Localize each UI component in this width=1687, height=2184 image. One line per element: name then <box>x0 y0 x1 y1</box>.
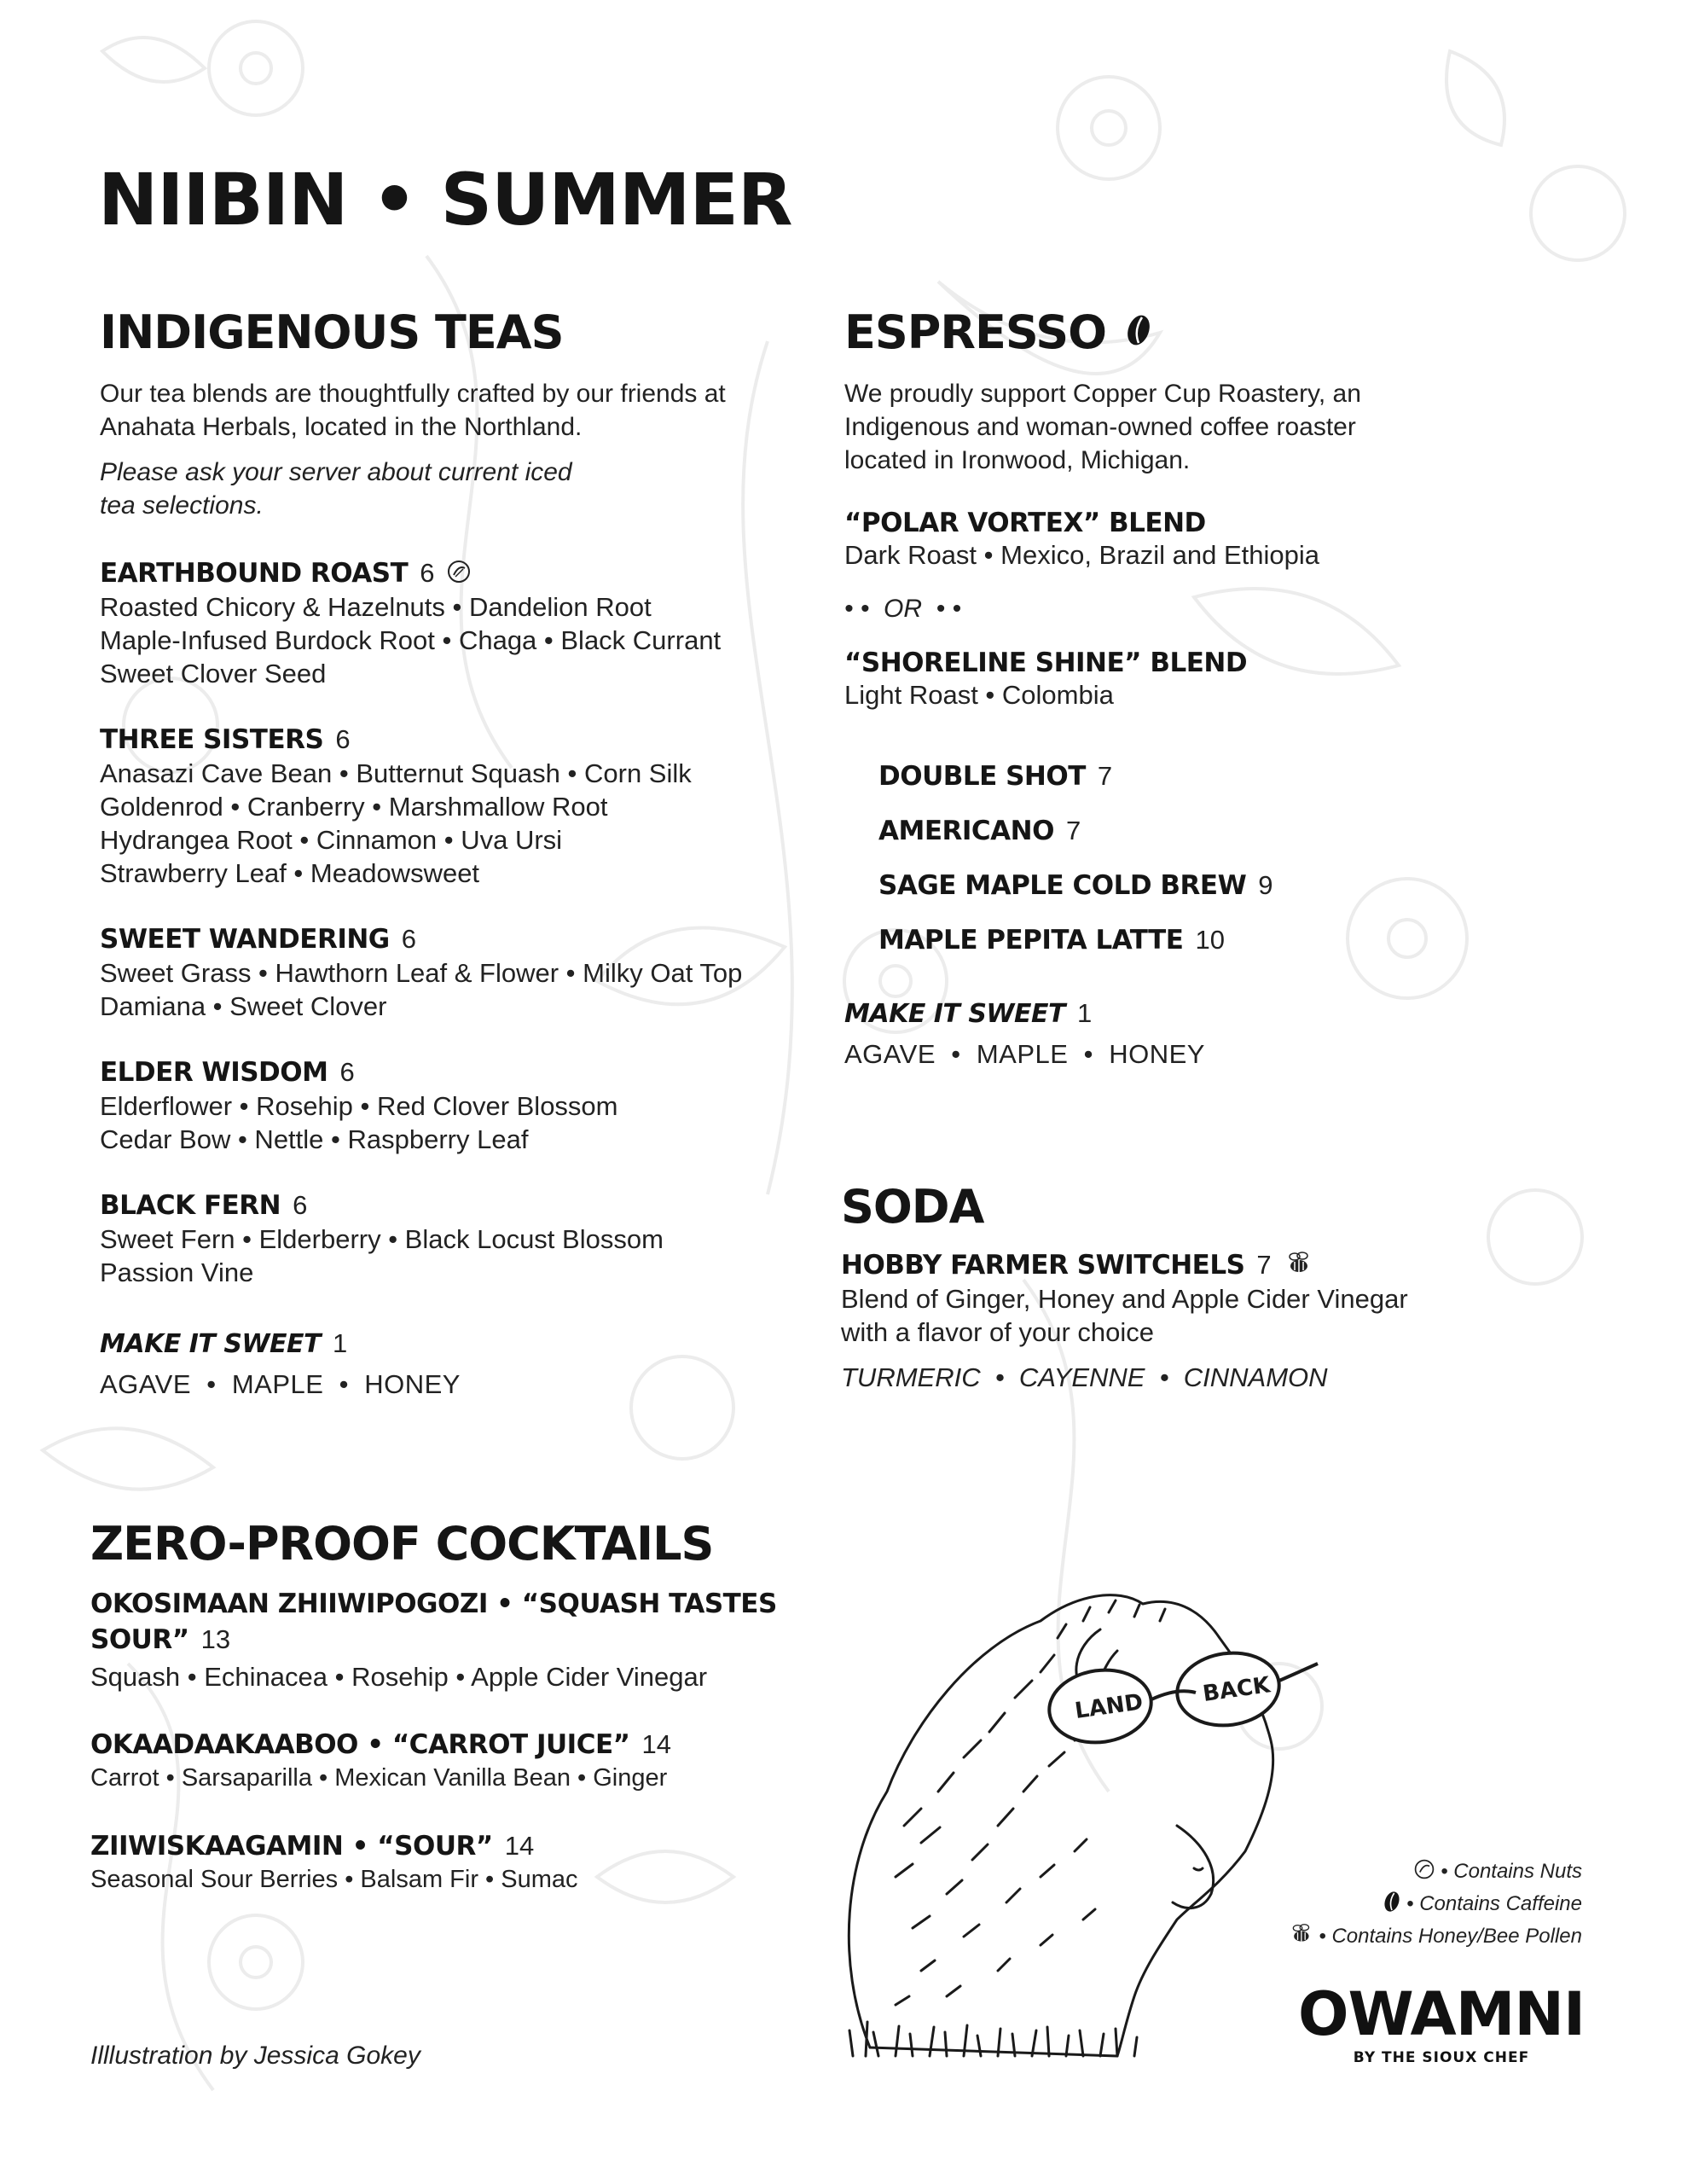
soda-heading: SODA <box>841 1180 984 1234</box>
tea-name: BLACK FERN <box>100 1190 281 1221</box>
brand-name: OWAMNI <box>1297 1979 1586 2049</box>
tea-name: EARTHBOUND ROAST <box>100 558 409 589</box>
glasses-text-left: LAND <box>1073 1689 1145 1725</box>
cocktail-item: OKAADAAKAABOO • “CARROT JUICE” 14 Carrot • Sarsaparilla • Mexican Vanilla Bean • Ginger <box>90 1729 671 1792</box>
bee-icon <box>1288 1923 1313 1951</box>
teas-intro: Our tea blends are thoughtfully crafted by our friends at Anahata Herbals, located in the Northland. <box>100 380 726 441</box>
cocktails-heading: ZERO-PROOF COCKTAILS <box>90 1517 714 1571</box>
tea-item: THREE SISTERS 6 Anasazi Cave Bean • Butternut Squash • Corn Silk Goldenrod • Cranberry • Marshmallow Root Hydrangea Root • Cinnamon • Uva Ursi Strawberry Leaf • Meadowsweet <box>100 724 692 888</box>
tea-price: 6 <box>401 924 417 954</box>
sweet-price: 1 <box>332 1328 348 1358</box>
tea-item: BLACK FERN 6 Sweet Fern • Elderberry • Black Locust Blossom Passion Vine <box>100 1190 664 1287</box>
coffee-bean-icon <box>1125 307 1152 358</box>
tea-price: 6 <box>293 1190 308 1220</box>
tea-name: ELDER WISDOM <box>100 1057 328 1088</box>
espresso-drinks <box>878 749 1527 967</box>
or-divider: • • OR • • <box>844 595 962 623</box>
espresso-intro: We proudly support Copper Cup Roastery, an Indigenous and woman-owned coffee roaster located in Ironwood, Michigan. <box>844 380 1361 474</box>
tea-name: THREE SISTERS <box>100 724 324 755</box>
tea-price: 6 <box>339 1057 355 1087</box>
sweet-price: 1 <box>1076 998 1093 1028</box>
drink-item: SAGE MAPLE COLD BREW 9 <box>878 870 1273 901</box>
sweet-label: MAKE IT SWEET <box>844 998 1065 1029</box>
cocktail-item: OKOSIMAAN ZHIIWIPOGOZI • “SQUASH TASTES SOUR” 13 Squash • Echinacea • Rosehip • Apple Cider Vinegar <box>90 1589 777 1692</box>
page-title: NIIBIN • SUMMER <box>98 158 792 241</box>
legend-item: • Contains Nuts <box>1177 1856 1582 1888</box>
glasses-text-right: BACK <box>1201 1672 1272 1708</box>
soda-flavors: TURMERIC • CAYENNE • CINNAMON <box>841 1362 1328 1392</box>
cocktail-item: ZIIWISKAAGAMIN • “SOUR” 14 Seasonal Sour Berries • Balsam Fir • Sumac <box>90 1831 578 1893</box>
tea-price: 6 <box>335 724 351 754</box>
espresso-sweeten <box>844 996 1527 1070</box>
allergen-legend <box>1177 1856 1582 1953</box>
tea-item: EARTHBOUND ROAST 6 Roasted Chicory & Hazelnuts • Dandelion Root Maple-Infused Burdock Root • Chaga • Black Currant Sweet Clover Seed <box>100 558 722 688</box>
teas-sweeten <box>100 1327 782 1400</box>
espresso-heading: ESPRESSO <box>844 305 1107 359</box>
soda-section <box>841 1182 1540 1394</box>
teas-note: Please ask your server about current iced tea selections. <box>100 458 572 520</box>
tea-item: ELDER WISDOM 6 Elderflower • Rosehip • Red Clover Blossom Cedar Bow • Nettle • Raspberry Leaf <box>100 1057 618 1154</box>
legend-item: • Contains Honey/Bee Pollen <box>1177 1920 1582 1953</box>
illustration-credit: Illlustration by Jessica Gokey <box>90 2042 420 2070</box>
drink-item: DOUBLE SHOT 7 <box>878 761 1113 792</box>
sweet-label: MAKE IT SWEET <box>100 1328 321 1359</box>
drink-item: MAPLE PEPITA LATTE 10 <box>878 925 1225 956</box>
bee-icon <box>1284 1251 1313 1281</box>
sweet-options: AGAVE • MAPLE • HONEY <box>844 1039 1205 1069</box>
teas-heading: INDIGENOUS TEAS <box>100 305 564 359</box>
teas-section <box>100 307 782 1400</box>
sweet-options: AGAVE • MAPLE • HONEY <box>100 1369 461 1399</box>
legend-item: • Contains Caffeine <box>1177 1888 1582 1920</box>
brand-tagline: BY THE SIOUX CHEF <box>1353 2049 1530 2066</box>
drink-item: AMERICANO 7 <box>878 816 1081 846</box>
nut-icon <box>446 559 472 589</box>
brand-logo <box>1279 1979 1603 2066</box>
espresso-section <box>844 307 1527 1070</box>
cocktails-section <box>90 1519 815 1896</box>
blend-item: “SHORELINE SHINE” BLEND Light Roast • Colombia <box>844 648 1248 710</box>
tea-price: 6 <box>420 558 435 588</box>
tea-item: SWEET WANDERING 6 Sweet Grass • Hawthorn Leaf & Flower • Milky Oat Top Damiana • Sweet Clover <box>100 924 743 1021</box>
blend-item: “POLAR VORTEX” BLEND Dark Roast • Mexico, Brazil and Ethiopia <box>844 508 1320 570</box>
coffee-bean-icon <box>1383 1890 1401 1920</box>
nut-icon <box>1413 1858 1435 1886</box>
tea-name: SWEET WANDERING <box>100 924 390 955</box>
soda-item: HOBBY FARMER SWITCHELS 7 Blend of Ginger, Honey and Apple Cider Vinegar with a flavor of your choice <box>841 1250 1408 1347</box>
